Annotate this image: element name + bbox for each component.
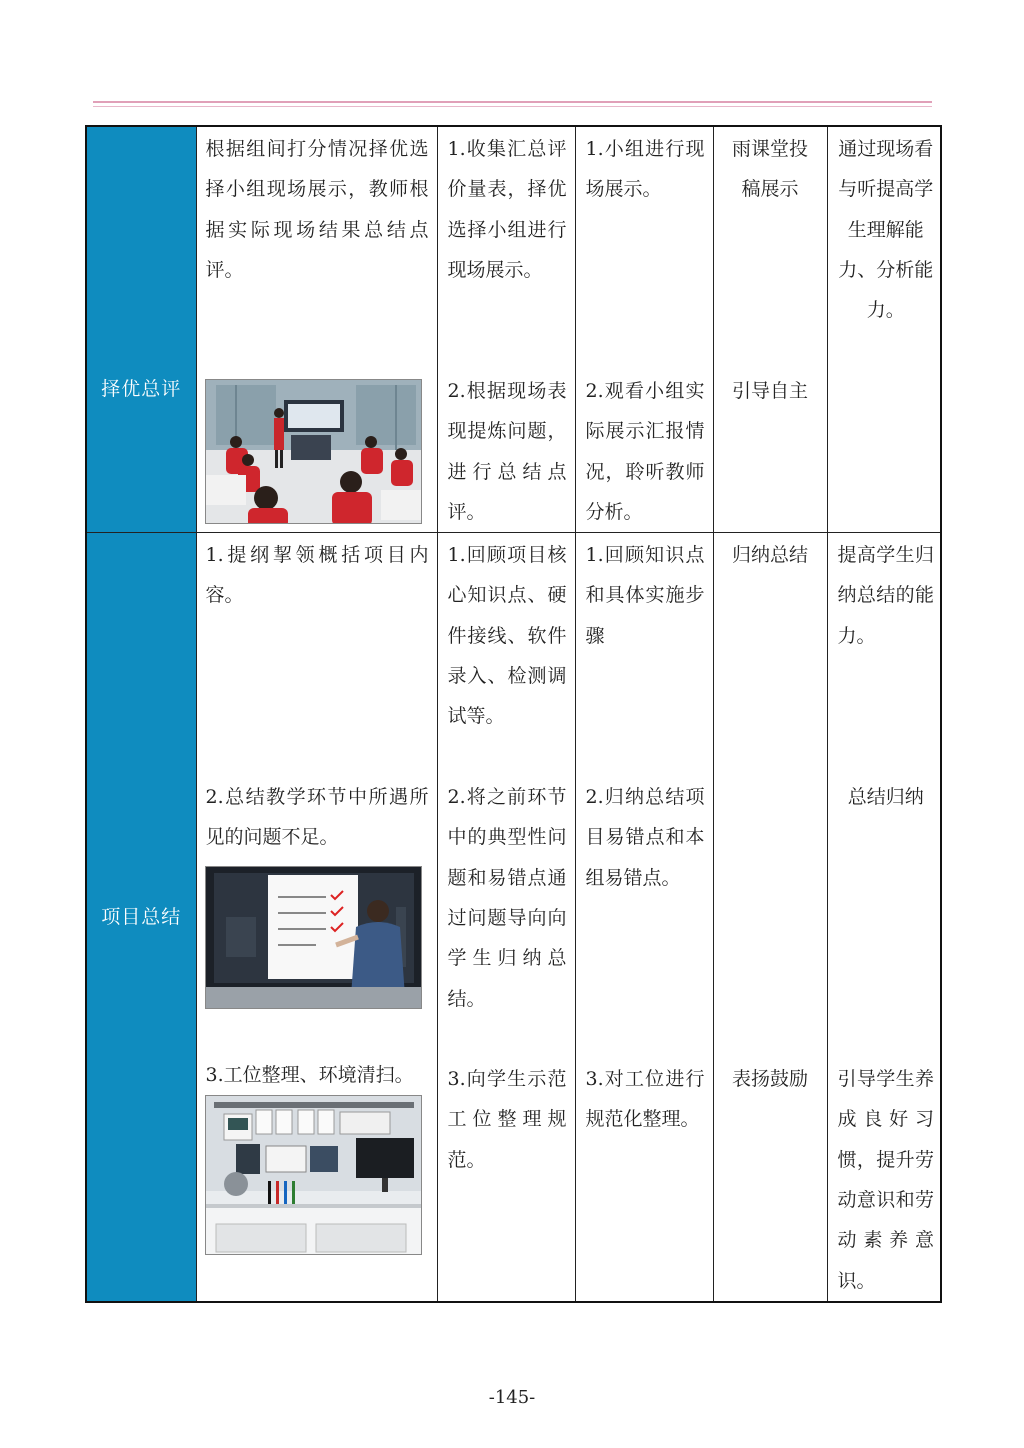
page-number: -145- [488, 1387, 536, 1408]
student-activity-cell [575, 126, 713, 533]
stage-label: 项目总结 [101, 905, 182, 928]
classroom-presentation-photo [205, 379, 422, 524]
method-1: 雨课堂投稿展示 [731, 138, 808, 201]
teacher-activity-3: 3.向学生示范工位整理规范。 [447, 1068, 567, 1171]
teacher-activity-cell [437, 126, 575, 533]
content-text: 1.提纲挈领概括项目内容。 [205, 544, 429, 607]
student-activity-2: 2.观看小组实际展示汇报情况，聆听教师分析。 [585, 380, 705, 523]
student-activity-2: 2.归纳总结项目易错点和本组易错点。 [585, 786, 705, 889]
student-activity-1: 1.回顾知识点和具体实施步骤 [585, 544, 705, 647]
content-text: 3.工位整理、环境清扫。 [205, 1063, 414, 1086]
intent-1: 通过现场看与听提高学生理解能力、分析能力。 [838, 138, 934, 322]
method-cell [713, 533, 827, 1302]
intent-2: 总结归纳 [847, 786, 924, 809]
teacher-activity-1: 1.收集汇总评价量表，择优选择小组进行现场展示。 [447, 138, 567, 281]
content-cell [196, 126, 437, 533]
teacher-activity-2: 2.根据现场表现提炼问题，进行总结点评。 [447, 380, 567, 523]
teacher-activity-2: 2.将之前环节中的典型性问题和易错点通过问题导向向学生归纳总结。 [447, 786, 567, 1010]
lesson-plan-table [85, 125, 942, 1303]
stage-cell [86, 126, 196, 533]
header-rule [93, 101, 932, 107]
student-activity-cell [575, 533, 713, 1302]
content-text: 根据组间打分情况择优选择小组现场展示，教师根据实际现场结果总结点评。 [205, 138, 429, 281]
teacher-activity-1: 1.回顾项目核心知识点、硬件接线、软件录入、检测调试等。 [447, 544, 567, 728]
method-cell [713, 126, 827, 533]
intent-cell [827, 126, 941, 533]
intent-cell [827, 533, 941, 1302]
method-2: 引导自主 [731, 380, 808, 402]
teacher-activity-cell [437, 533, 575, 1302]
teacher-whiteboard-photo [205, 866, 422, 1009]
table-row [86, 126, 941, 533]
workstation-photo [205, 1095, 422, 1255]
stage-label: 择优总评 [101, 378, 182, 401]
intent-1: 提高学生归纳总结的能力。 [837, 544, 934, 647]
intent-3: 引导学生养成良好习惯，提升劳动意识和劳动素养意识。 [837, 1068, 934, 1292]
stage-cell [86, 533, 196, 1302]
method-1: 归纳总结 [731, 544, 808, 567]
content-text: 2.总结教学环节中所遇所见的问题不足。 [205, 786, 429, 849]
table-row [86, 533, 941, 1302]
content-cell [196, 533, 437, 1302]
method-3: 表扬鼓励 [731, 1068, 808, 1091]
student-activity-3: 3.对工位进行规范化整理。 [585, 1068, 705, 1131]
student-activity-1: 1.小组进行现场展示。 [585, 138, 705, 201]
